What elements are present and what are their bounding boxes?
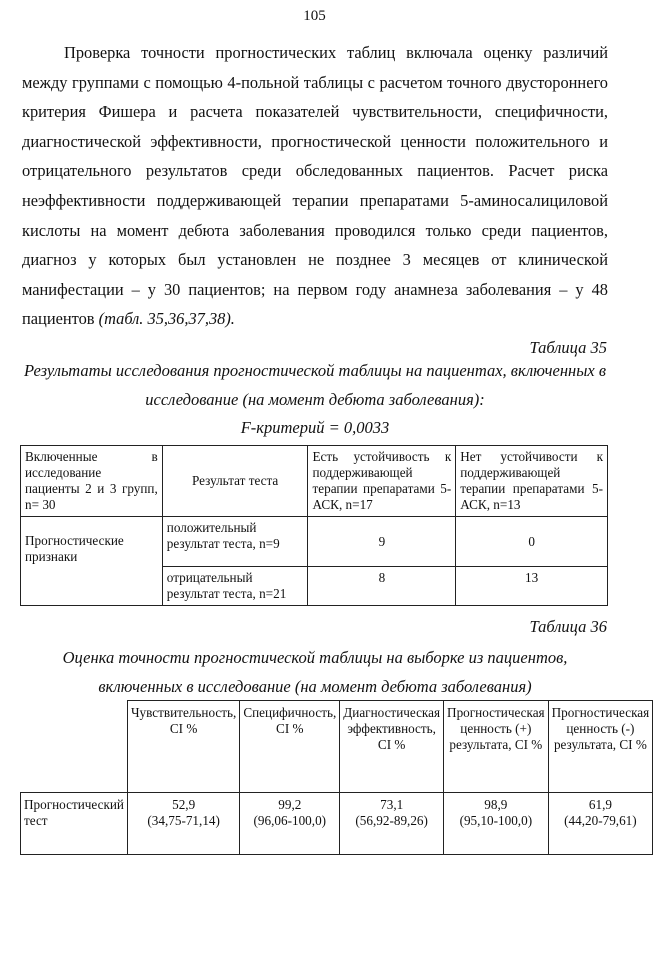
table35-f-criterion: F-критерий = 0,0033 — [240, 418, 390, 437]
cell-value: 98,9 — [484, 797, 508, 812]
table36-header-efficiency: Диагностическая эффективность, CI % — [340, 701, 444, 793]
table36-cell-specificity — [240, 793, 340, 855]
table35-header-not-resistant: Нет устойчивости к поддерживающей терапии препаратами 5-АСК, n=13 — [456, 446, 608, 517]
table36-label: Таблица 36 — [529, 617, 607, 636]
table36-header-sensitivity: Чувствительность, CI % — [127, 701, 239, 793]
table35-row-label: Прогностические признаки — [21, 517, 163, 606]
cell-value: 61,9 — [588, 797, 612, 812]
cell-value: 52,9 — [172, 797, 196, 812]
table35-value-neg-no: 13 — [456, 567, 608, 606]
cell-ci: (56,92-89,26) — [355, 813, 428, 828]
table35-header-row — [21, 446, 608, 517]
cell-value: 99,2 — [278, 797, 302, 812]
table35-result-positive: положительный результат теста, n=9 — [162, 517, 308, 567]
table36-header-npv: Прогностическая ценность (-) результата, CI % — [548, 701, 653, 793]
table35-header-result: Результат теста — [162, 446, 308, 517]
table-reference: (табл. 35,36,37,38). — [98, 309, 235, 329]
table36-cell-sensitivity — [127, 793, 239, 855]
table36-header-row — [21, 701, 653, 793]
table36-row-label: Прогностический тест — [21, 793, 128, 855]
cell-ci: (96,06-100,0) — [253, 813, 327, 828]
table36-title: Оценка точности прогностической таблицы на выборке из пациентов, включенных в исследование (на момент дебюта заболевания) — [62, 648, 568, 696]
table35-header-patients: Включенные в исследование пациенты 2 и 3 групп, n= 30 — [21, 446, 163, 517]
table35-title: Результаты исследования прогностической таблицы на пациентах, включенных в исследование (на момент дебюта заболевания): — [24, 361, 606, 409]
table35-value-neg-yes: 8 — [308, 567, 456, 606]
table36-empty-corner — [21, 701, 128, 793]
table36-cell-npv — [548, 793, 653, 855]
table-row — [21, 517, 608, 567]
table35-header-resistant: Есть устойчивость к поддерживающей терапии препаратами 5-АСК, n=17 — [308, 446, 456, 517]
body-paragraph — [22, 38, 608, 334]
table36-header-ppv: Прогностическая ценность (+) результата, CI % — [444, 701, 549, 793]
table35-value-pos-yes: 9 — [308, 517, 456, 567]
cell-ci: (95,10-100,0) — [459, 813, 533, 828]
cell-value: 73,1 — [380, 797, 404, 812]
table35-result-negative: отрицательный результат теста, n=21 — [162, 567, 308, 606]
cell-ci: (34,75-71,14) — [147, 813, 220, 828]
paragraph-text: Проверка точности прогностических таблиц включала оценку различий между группами с помощью 4-польной таблицы с расчетом точного двустороннего критерия Фишера и расчета показателей чувствительности, специфичности, диагностической эффективности, прогностической ценности положительного и отрицательного результатов среди обследованных пациентов. Расчет риска неэффективности поддерживающей терапии препаратами 5-аминосалициловой кислоты на момент дебюта заболевания проводился только среди пациентов, диагноз у которых был установлен не позднее 3 месяцев от клинической манифестации – у 30 пациентов; на первом году анамнеза заболевания – у 48 пациентов — [22, 43, 608, 329]
table36-cell-ppv — [444, 793, 549, 855]
table36 — [20, 700, 653, 855]
table35-value-pos-no: 0 — [456, 517, 608, 567]
table35-label: Таблица 35 — [529, 338, 607, 357]
cell-ci: (44,20-79,61) — [564, 813, 637, 828]
page-number: 105 — [303, 8, 326, 24]
table36-cell-efficiency — [340, 793, 444, 855]
table-row — [21, 793, 653, 855]
table35 — [20, 445, 608, 606]
table36-header-specificity: Специфичность, CI % — [240, 701, 340, 793]
